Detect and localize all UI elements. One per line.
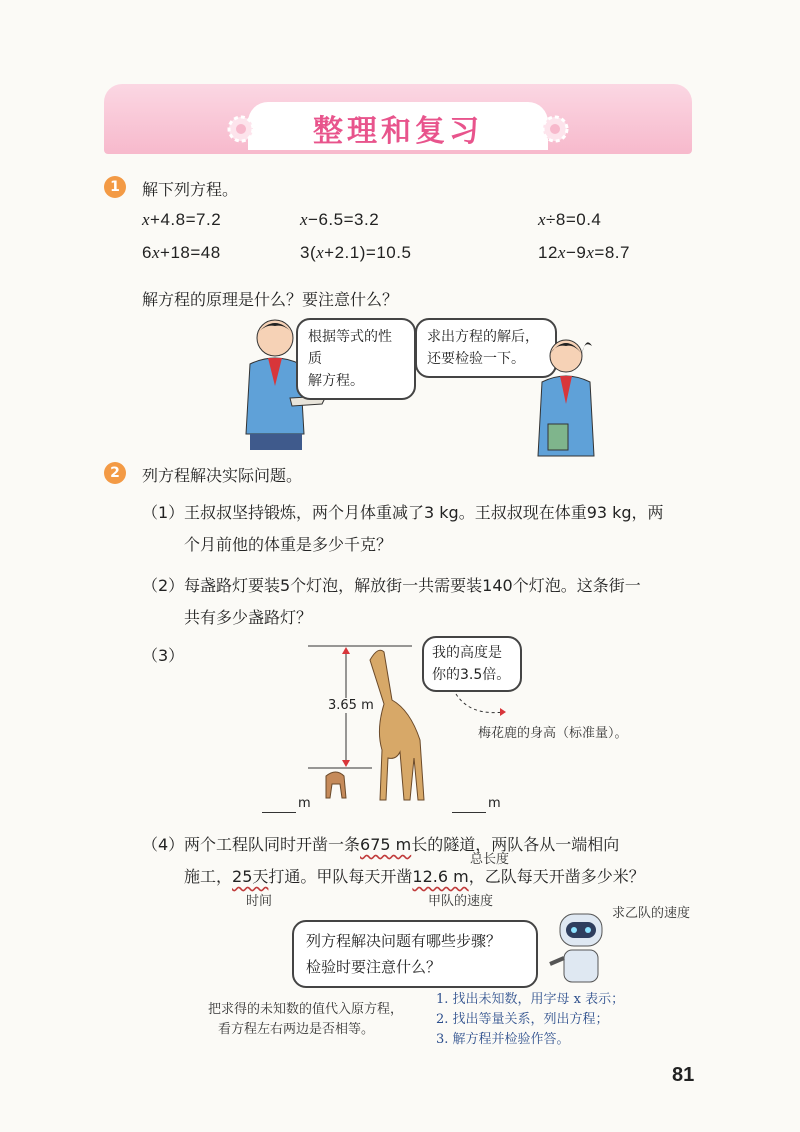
step-2: 2. 找出等量关系，列出方程； [436,1012,609,1027]
equation-3: x÷8=0.4 [538,210,602,229]
giraffe-height-label: 3.65 m [328,698,374,713]
problem-2-line-1: 每盏路灯要装5个灯泡，解放街一共需要装140个灯泡。这条街一 [184,576,641,595]
section-1-number: 1 [104,176,126,198]
problem-4-line-1: 两个工程队同时开凿一条675 m长的隧道，两队各从一端相向 [184,835,620,854]
total-length-note: 总长度 [470,852,510,867]
problem-1-line-2: 个月前他的体重是多少千克？ [184,535,393,554]
equation-2: x−6.5=3.2 [300,210,380,229]
answer-blank-left[interactable] [262,812,296,813]
robot-illustration [548,910,614,986]
girl-illustration [524,332,604,458]
section-2-heading: 列方程解决实际问题。 [142,466,303,485]
page-title: 整理和复习 [313,114,483,149]
check-note: 把求得的未知数的值代入原方程， 看方程左右两边是否相等。 [208,1002,404,1037]
equation-5: 3(x+2.1)=10.5 [300,243,412,262]
speech-bubble-girl: 求出方程的解后， 还要检验一下。 [415,318,557,378]
section-1-heading: 解下列方程。 [142,180,239,199]
problem-4-line-2: 施工，25天打通。甲队每天开凿12.6 m，乙队每天开凿多少米？ [184,867,645,886]
section-2-number: 2 [104,462,126,484]
time-note: 时间 [246,894,273,909]
problem-3-number: （3） [142,646,185,665]
unit-right: m [488,796,501,811]
answer-blank-right[interactable] [452,812,486,813]
dotted-arrow [450,690,510,720]
unit-left: m [298,796,311,811]
equation-1: x+4.8=7.2 [142,210,222,229]
speed-b-note: 求乙队的速度 [612,906,691,921]
equation-4: 6x+18=48 [142,243,221,262]
speed-a-note: 甲队的速度 [428,894,494,909]
deer-height-note: 梅花鹿的身高（标准量）。 [478,726,628,741]
problem-1-line-1: 王叔叔坚持锻炼，两个月体重减了3 kg。王叔叔现在体重93 kg，两 [184,503,664,522]
section-1-question: 解方程的原理是什么？要注意什么？ [142,290,399,309]
speech-bubble-robot: 列方程解决问题有哪些步骤？ 检验时要注意什么？ [292,920,538,988]
page-number: 81 [672,1064,695,1086]
steps-list [436,990,624,1050]
speech-bubble-giraffe: 我的高度是 你的3.5倍。 [422,636,522,692]
equation-6: 12x−9x=8.7 [538,243,630,262]
problem-2-number: （2） [142,576,185,595]
speech-bubble-boy: 根据等式的性质 解方程。 [296,318,416,400]
problem-1-number: （1） [142,503,185,522]
problem-4-number: （4） [142,835,185,854]
step-3: 3. 解方程并检验作答。 [436,1032,570,1047]
step-1: 1. 找出未知数，用字母 x 表示； [436,992,625,1007]
problem-2-line-2: 共有多少盏路灯？ [184,608,313,627]
